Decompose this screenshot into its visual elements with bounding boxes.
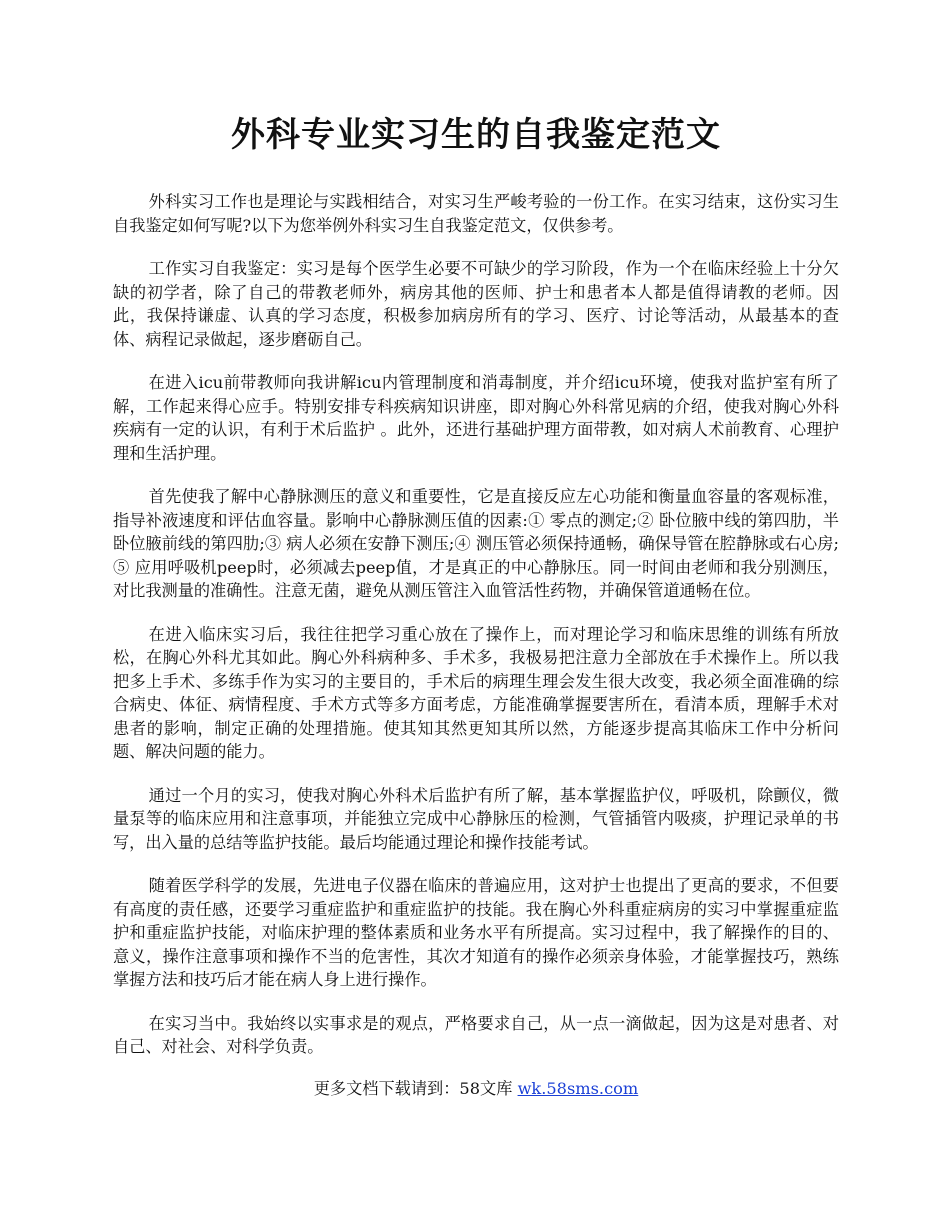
document-page <box>113 110 839 1100</box>
paragraph-conclusion: 在实习当中。我始终以实事求是的观点，严格要求自己，从一点一滴做起，因为这是对患者、对自己、对社会、对科学负责。 <box>113 1013 839 1056</box>
footer-text: 更多文档下载请到：58文库 <box>313 1078 518 1098</box>
paragraph-monitoring: 通过一个月的实习，使我对胸心外科术后监护有所了解，基本掌握监护仪，呼吸机，除颤仪，微量泵等的临床应用和注意事项，并能独立完成中心静脉压的检测，气管插管内吸痰，护理记录单的书写，出入量的总结等监护技能。最后均能通过理论和操作技能考试。 <box>113 785 839 852</box>
paragraph-intro: 外科实习工作也是理论与实践相结合，对实习生严峻考验的一份工作。在实习结束，这份实习生自我鉴定如何写呢?以下为您举例外科实习生自我鉴定范文，仅供参考。 <box>113 192 839 235</box>
paragraph-cvp: 首先使我了解中心静脉测压的意义和重要性，它是直接反应左心功能和衡量血容量的客观标准，指导补液速度和评估血容量。影响中心静脉测压值的因素:① 零点的测定;② 卧位腋中线的第四肋，半卧位腋前线的第四肋;③ 病人必须在安静下测压;④ 测压管必须保持通畅，确保导管在腔静脉或右心房;⑤ 应用呼吸机peep时，必须减去peep值，才是真正的中心静脉压。同一时间由老师和我分别测压，对比我测量的准确性。注意无菌，避免从测压管注入血管活性药物，并确保管道通畅在位。 <box>113 487 839 600</box>
download-footer <box>113 1077 839 1100</box>
paragraph-clinical: 在进入临床实习后，我往往把学习重心放在了操作上，而对理论学习和临床思维的训练有所放松，在胸心外科尤其如此。胸心外科病种多、手术多，我极易把注意力全部放在手术操作上。所以我把多上手术、多练手作为实习的主要目的，手术后的病理生理会发生很大改变，我必须全面准确的综合病史、体征、病情程度、手术方式等多方面考虑，方能准确掌握要害所在，看清本质，理解手术对患者的影响，制定正确的处理措施。使其知其然更知其所以然，方能逐步提高其临床工作中分析问题、解决问题的能力。 <box>113 624 839 761</box>
paragraph-self-appraisal: 工作实习自我鉴定：实习是每个医学生必要不可缺少的学习阶段，作为一个在临床经验上十分欠缺的初学者，除了自己的带教老师外，病房其他的医师、护士和患者本人都是值得请教的老师。因此，我保持谦虚、认真的学习态度，积极参加病房所有的学习、医疗、讨论等活动，从最基本的查体、病程记录做起，逐步磨砺自己。 <box>113 259 839 349</box>
paragraph-icu: 在进入icu前带教师向我讲解icu内管理制度和消毒制度，并介绍icu环境，使我对监护室有所了解，工作起来得心应手。特别安排专科疾病知识讲座，即对胸心外科常见病的介绍，使我对胸心外科疾病有一定的认识，有利于术后监护 。此外，还进行基础护理方面带教，如对病人术前教育、心理护理和生活护理。 <box>113 373 839 463</box>
document-title: 外科专业实习生的自我鉴定范文 <box>231 115 721 155</box>
footer-link[interactable]: wk.58sms.com <box>517 1078 639 1098</box>
paragraph-development: 随着医学科学的发展，先进电子仪器在临床的普遍应用，这对护士也提出了更高的要求，不但要有高度的责任感，还要学习重症监护和重症监护的技能。我在胸心外科重症病房的实习中掌握重症监护和重症监护技能，对临床护理的整体素质和业务水平有所提高。实习过程中，我了解操作的目的、意义，操作注意事项和操作不当的危害性，其次才知道有的操作必须亲身体验，才能掌握技巧，熟练掌握方法和技巧后才能在病人身上进行操作。 <box>113 876 839 989</box>
